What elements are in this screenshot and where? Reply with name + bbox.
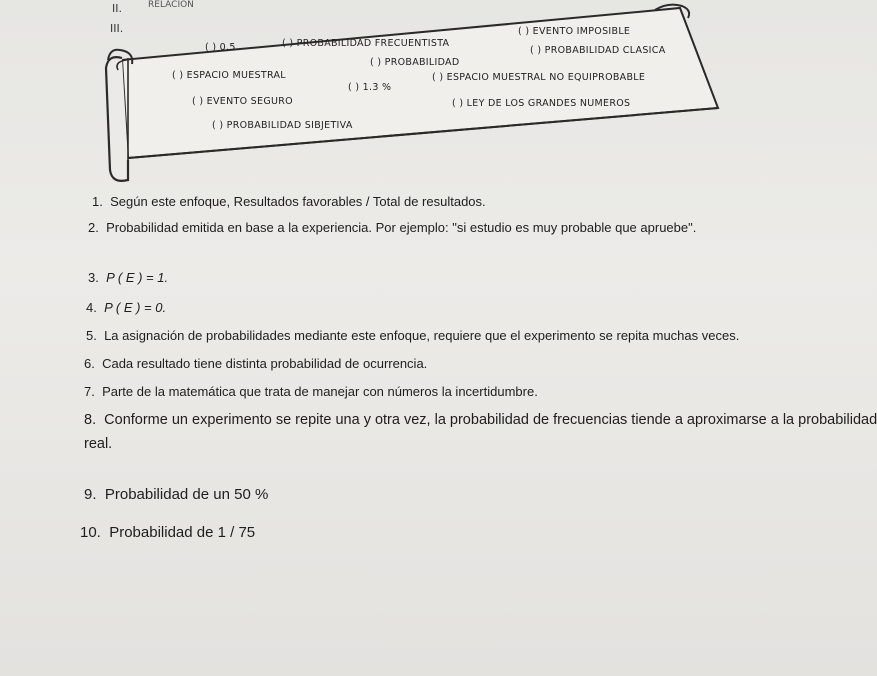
question-10: 10. Probabilidad de 1 / 75 xyxy=(80,524,256,541)
term-probabilidad-frecuentista: ( ) PROBABILIDAD FRECUENTISTA xyxy=(282,38,450,49)
answer-blank[interactable]: ( ) xyxy=(370,57,382,68)
question-8: 8. Conforme un experimento se repite una y otra vez, la probabilidad de frecuencias tiende a aproximarse a la probabilidad xyxy=(84,412,877,428)
term-0-5: ( ) 0.5 xyxy=(205,42,236,53)
question-9: 9. Probabilidad de un 50 % xyxy=(84,486,269,503)
relacion-heading: RELACION xyxy=(148,0,194,10)
answer-blank[interactable]: ( ) xyxy=(452,98,464,109)
answer-blank[interactable]: ( ) xyxy=(432,72,444,83)
roman-numeral-iii: III. xyxy=(110,22,124,35)
roman-numeral-ii: II. xyxy=(112,2,122,15)
question-8-continuation: real. xyxy=(84,436,113,452)
term-evento-imposible: ( ) EVENTO IMPOSIBLE xyxy=(518,26,631,37)
term-evento-seguro: ( ) EVENTO SEGURO xyxy=(192,96,293,107)
term-espacio-muestral: ( ) ESPACIO MUESTRAL xyxy=(172,70,286,81)
term-probabilidad-clasica: ( ) PROBABILIDAD CLASICA xyxy=(530,45,666,56)
term-1-3-percent: ( ) 1.3 % xyxy=(348,82,392,93)
question-1: 1. Según este enfoque, Resultados favorables / Total de resultados. xyxy=(92,194,486,209)
term-ley-grandes-numeros: ( ) LEY DE LOS GRANDES NUMEROS xyxy=(452,98,631,109)
answer-blank[interactable]: ( ) xyxy=(348,82,360,93)
answer-blank[interactable]: ( ) xyxy=(282,38,294,49)
question-6: 6. Cada resultado tiene distinta probabilidad de ocurrencia. xyxy=(84,356,428,371)
question-7: 7. Parte de la matemática que trata de manejar con números la incertidumbre. xyxy=(84,384,538,399)
answer-blank[interactable]: ( ) xyxy=(192,96,204,107)
answer-blank[interactable]: ( ) xyxy=(172,70,184,81)
answer-blank[interactable]: ( ) xyxy=(212,120,224,131)
question-3: 3. P ( E ) = 1. xyxy=(88,270,169,285)
term-probabilidad: ( ) PROBABILIDAD xyxy=(370,57,460,68)
question-4: 4. P ( E ) = 0. xyxy=(86,300,167,315)
term-espacio-muestral-no-equiprobable: ( ) ESPACIO MUESTRAL NO EQUIPROBABLE xyxy=(432,72,646,83)
answer-blank[interactable]: ( ) xyxy=(530,45,542,56)
question-2: 2. Probabilidad emitida en base a la experiencia. Por ejemplo: "si estudio es muy probable que apruebe". xyxy=(88,220,697,235)
answer-blank[interactable]: ( ) xyxy=(518,26,530,37)
question-5: 5. La asignación de probabilidades mediante este enfoque, requiere que el experimento se repita muchas veces. xyxy=(86,328,740,343)
term-probabilidad-sibjetiva: ( ) PROBABILIDAD SIBJETIVA xyxy=(212,120,353,131)
answer-blank[interactable]: ( ) xyxy=(205,42,217,53)
